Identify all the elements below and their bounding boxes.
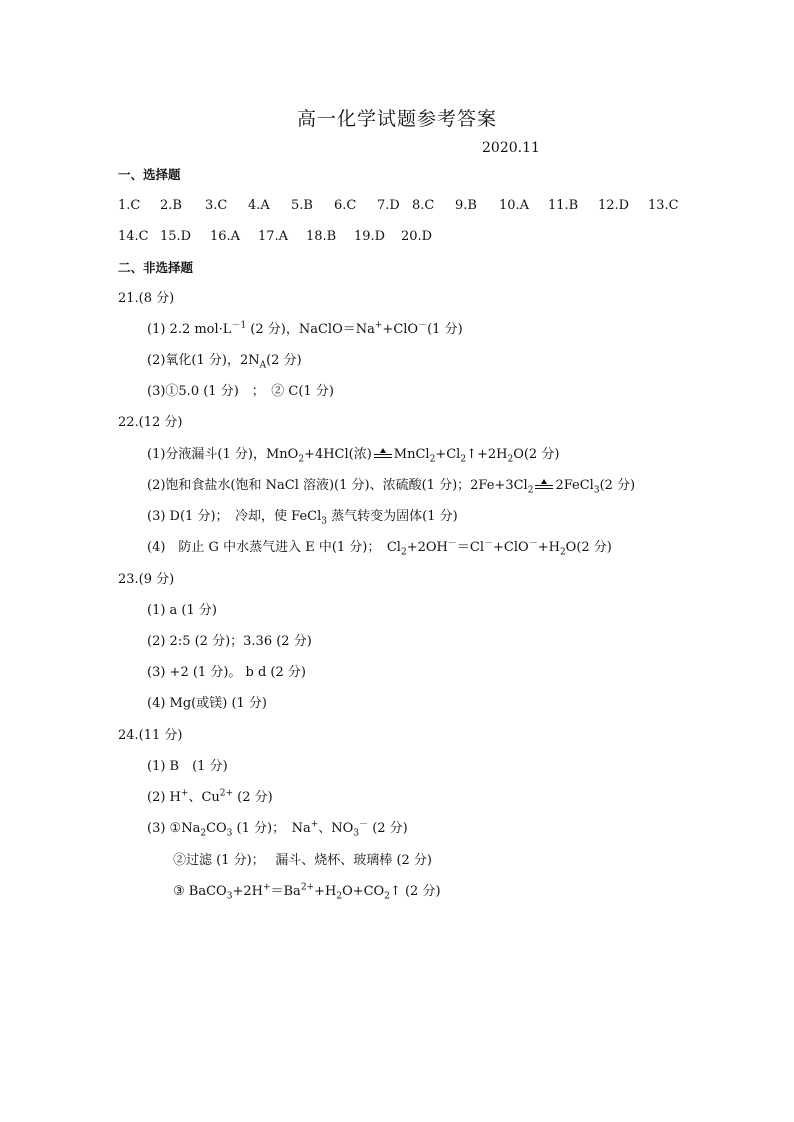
q22-part4: (4) 防止 G 中水蒸气进入 E 中(1 分)； $Cl_2+2OH^-=Cl^-+ClO^-+H_2O(2$ 分) xyxy=(147,538,612,558)
q24-part3: (3) $①Na_2CO_3$ (1 分)； Na+、$NO_3^-$ (2 分) xyxy=(147,819,408,839)
answer-item: 11.B xyxy=(548,198,579,213)
answer-item: 5.B xyxy=(291,198,313,213)
answer-item: 2.B xyxy=(160,198,182,213)
answer-item: 10.A xyxy=(499,198,530,213)
answer-item: 18.B xyxy=(306,229,337,244)
q23-part4: (4) Mg(或镁) (1 分) xyxy=(147,696,268,711)
answer-item: 20.D xyxy=(401,229,433,244)
q23-part3: (3) +2 (1 分)。 b d (2 分) xyxy=(147,665,306,680)
q23-part1: (1) a (1 分) xyxy=(147,603,217,618)
answer-item: 15.D xyxy=(160,229,192,244)
answer-item: 19.D xyxy=(354,229,386,244)
answer-item: 7.D xyxy=(377,198,400,213)
answer-item: 1.C xyxy=(118,198,141,213)
heat-equals-icon xyxy=(372,446,394,464)
q24-part3-2: ②过滤 (1 分)； 漏斗、烧杯、玻璃棒 (2 分) xyxy=(173,853,432,868)
q23-part2: (2) 2:5 (2 分)；3.36 (2 分) xyxy=(147,634,312,649)
q22-part2: (2)饱和食盐水(饱和 NaCl 溶液)(1 分)、浓硫酸(1 分)；$2Fe+3Cl_2$ 2FeCl$_3$(2 分) xyxy=(147,478,636,496)
section-heading-choice: 一、选择题 xyxy=(118,167,181,182)
q24-part2: (2) H+、$Cu^{2+}$ (2 分) xyxy=(147,788,273,805)
heat-equals-icon xyxy=(533,477,555,495)
page-title: 高一化学试题参考答案 xyxy=(296,108,497,130)
q24-part1: (1) B (1 分) xyxy=(147,759,228,774)
q21-part3: (3)①5.0 (1 分) ； ② C(1 分) xyxy=(147,384,334,399)
answer-item: 4.A xyxy=(248,198,270,213)
answer-item: 8.C xyxy=(412,198,435,213)
q22-part3: (3) D(1 分)； 冷却，使 FeCl$_3$ 蒸气转变为固体(1 分) xyxy=(147,509,458,527)
answer-item: 16.A xyxy=(210,229,241,244)
q21-part2: (2)氧化(1 分)，$2N_A(2$ 分) xyxy=(147,353,302,371)
section-heading-nonchoice: 二、非选择题 xyxy=(118,260,194,275)
q24-part3-3: ③ $BaCO_3+2H^+=Ba^{2+}+H_2O+CO_2↑$ (2 分) xyxy=(173,882,441,902)
question-22-label: 22.(12 分) xyxy=(118,415,183,430)
document-date: 2020.11 xyxy=(482,140,540,156)
question-21-label: 21.(8 分) xyxy=(118,291,175,306)
q22-part1: (1)分液漏斗(1 分)，MnO$_2$+4HCl(浓) $MnCl_2+Cl_2↑+2H_2O(2$ 分) xyxy=(147,447,560,465)
answer-item: 6.C xyxy=(334,198,357,213)
answer-item: 17.A xyxy=(258,229,289,244)
answer-item: 13.C xyxy=(648,198,679,213)
answer-item: 9.B xyxy=(455,198,477,213)
q21-part1: (1) 2.2 $mol\cdot L^{-1}$ (2 分)，NaClO＝Na++ClO－(1 分) xyxy=(147,320,463,337)
question-23-label: 23.(9 分) xyxy=(118,572,175,587)
answer-item: 12.D xyxy=(598,198,630,213)
answer-item: 14.C xyxy=(118,229,149,244)
question-24-label: 24.(11 分) xyxy=(118,728,183,743)
answer-item: 3.C xyxy=(205,198,228,213)
